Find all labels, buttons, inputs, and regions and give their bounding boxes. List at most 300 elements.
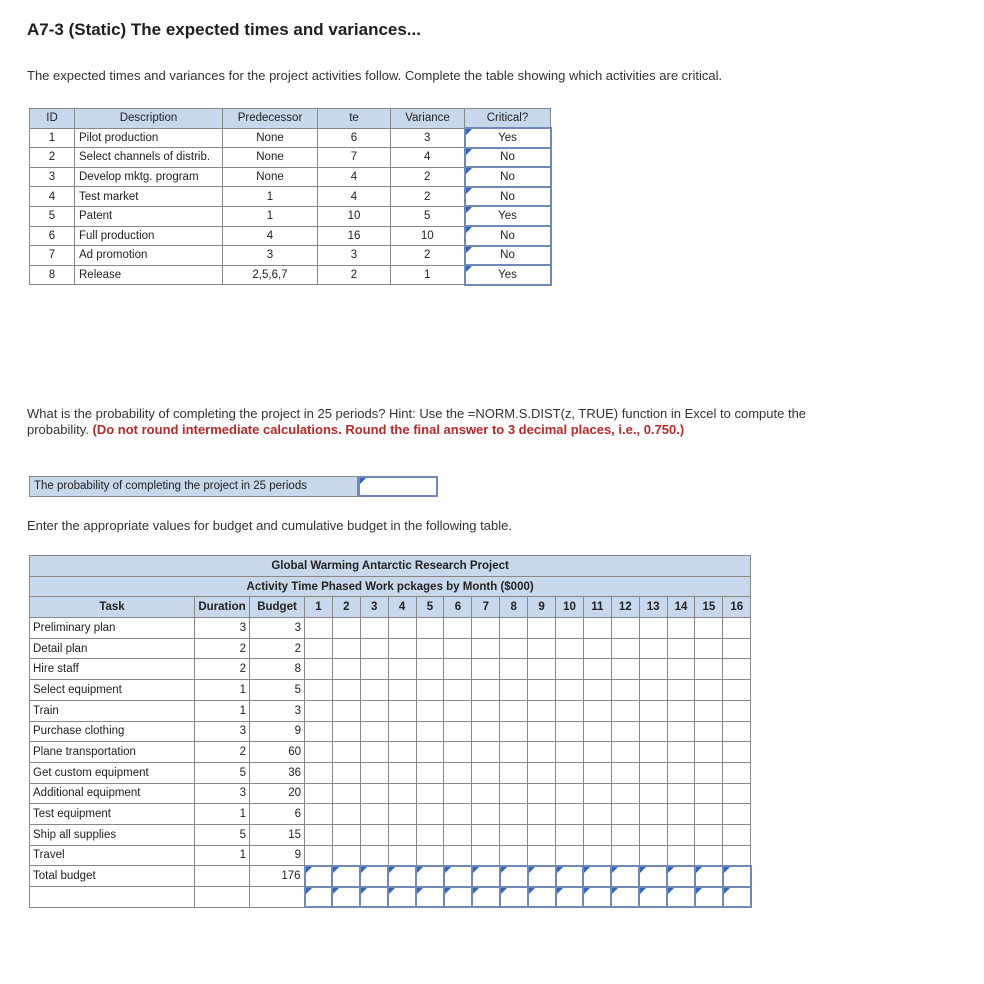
cumulative-budget-input[interactable] [472,887,500,908]
task-name: Ship all supplies [30,824,195,845]
cumulative-budget-input[interactable] [723,887,751,908]
task-budget: 9 [250,721,305,742]
activity-description: Pilot production [75,128,223,148]
task-duration: 2 [195,742,250,763]
task-duration: 1 [195,680,250,701]
month-cell [416,742,444,763]
critical-value: No [500,190,515,203]
input-marker-icon [466,188,472,194]
monthly-budget-input[interactable] [305,866,333,887]
activity-predecessor: 3 [223,246,318,266]
page-title: A7-3 (Static) The expected times and variances... [27,20,421,39]
activity-te: 10 [318,206,391,226]
month-cell [723,824,751,845]
task-duration: 3 [195,618,250,639]
month-cell [332,700,360,721]
input-marker-icon [529,867,535,873]
col-month: 8 [500,597,528,618]
col-month: 13 [639,597,667,618]
month-cell [332,845,360,866]
task-duration: 2 [195,659,250,680]
col-id: ID [30,109,75,129]
budget-row [30,721,751,742]
critical-select[interactable] [465,128,551,148]
budget-row [30,659,751,680]
task-name: Plane transportation [30,742,195,763]
monthly-budget-input[interactable] [388,866,416,887]
month-cell [583,762,611,783]
cumulative-budget-input[interactable] [695,887,723,908]
activity-id: 1 [30,128,75,148]
month-cell [667,783,695,804]
task-budget: 6 [250,804,305,825]
month-cell [667,700,695,721]
activity-variance: 5 [391,206,465,226]
month-cell [639,804,667,825]
month-cell [305,721,333,742]
budget-table [29,555,752,908]
critical-select[interactable] [465,187,551,207]
input-marker-icon [557,888,563,894]
budget-title: Global Warming Antarctic Research Project [30,556,751,577]
month-cell [360,824,388,845]
col-month: 10 [556,597,584,618]
month-cell [444,618,472,639]
month-cell [695,742,723,763]
activity-row [30,265,551,285]
task-name: Select equipment [30,680,195,701]
input-marker-icon [389,867,395,873]
input-marker-icon [529,888,535,894]
probability-input[interactable] [358,476,438,497]
month-cell [472,659,500,680]
col-critical: Critical? [465,109,551,129]
month-cell [556,638,584,659]
cumulative-budget-row [30,887,751,908]
cumulative-budget-input[interactable] [528,887,556,908]
month-cell [556,845,584,866]
month-cell [305,804,333,825]
task-name: Detail plan [30,638,195,659]
task-name: Get custom equipment [30,762,195,783]
total-budget-value: 176 [250,866,305,887]
cumulative-budget-input[interactable] [500,887,528,908]
input-marker-icon [445,888,451,894]
month-cell [723,721,751,742]
task-budget: 5 [250,680,305,701]
month-cell [556,721,584,742]
col-month: 14 [667,597,695,618]
month-cell [667,638,695,659]
budget-row [30,638,751,659]
month-cell [695,638,723,659]
input-marker-icon [466,149,472,155]
month-cell [360,783,388,804]
month-cell [416,618,444,639]
col-duration: Duration [195,597,250,618]
input-marker-icon [466,266,472,272]
input-marker-icon [612,867,618,873]
input-marker-icon [360,478,366,484]
month-cell [388,783,416,804]
month-cell [388,845,416,866]
cumulative-budget-input[interactable] [388,887,416,908]
month-cell [500,680,528,701]
task-budget: 15 [250,824,305,845]
activity-description: Release [75,265,223,285]
month-cell [639,721,667,742]
month-cell [444,680,472,701]
activity-variance: 2 [391,187,465,207]
month-cell [723,680,751,701]
col-month: 15 [695,597,723,618]
month-cell [667,804,695,825]
monthly-budget-input[interactable] [723,866,751,887]
cumulative-budget-input[interactable] [556,887,584,908]
col-month: 5 [416,597,444,618]
col-month: 3 [360,597,388,618]
month-cell [444,845,472,866]
budget-row [30,762,751,783]
activity-te: 4 [318,167,391,187]
activity-te: 3 [318,246,391,266]
month-cell [305,680,333,701]
task-name: Purchase clothing [30,721,195,742]
month-cell [472,618,500,639]
budget-row [30,700,751,721]
activity-variance: 2 [391,246,465,266]
month-cell [667,742,695,763]
month-cell [695,783,723,804]
critical-select[interactable] [465,226,551,246]
month-cell [611,804,639,825]
month-cell [695,824,723,845]
month-cell [305,824,333,845]
month-cell [667,618,695,639]
critical-select[interactable] [465,246,551,266]
input-marker-icon [724,867,730,873]
col-month: 16 [723,597,751,618]
month-cell [472,680,500,701]
input-marker-icon [306,888,312,894]
task-duration: 3 [195,721,250,742]
cumulative-label-cell [30,887,195,908]
total-budget-row [30,866,751,887]
month-cell [667,762,695,783]
activity-predecessor: None [223,148,318,168]
month-cell [611,742,639,763]
task-budget: 3 [250,618,305,639]
month-cell [500,804,528,825]
month-cell [444,659,472,680]
monthly-budget-input[interactable] [528,866,556,887]
month-cell [416,680,444,701]
cumulative-budget-input[interactable] [305,887,333,908]
month-cell [305,742,333,763]
month-cell [583,742,611,763]
monthly-budget-input[interactable] [667,866,695,887]
budget-instruction: Enter the appropriate values for budget and cumulative budget in the following table. [27,518,512,533]
month-cell [723,762,751,783]
activity-variance: 1 [391,265,465,285]
task-budget: 9 [250,845,305,866]
activity-predecessor: None [223,167,318,187]
input-marker-icon [501,867,507,873]
month-cell [472,638,500,659]
critical-select[interactable] [465,265,551,285]
activity-variance: 2 [391,167,465,187]
month-cell [583,700,611,721]
month-cell [723,804,751,825]
month-cell [695,721,723,742]
month-cell [556,762,584,783]
critical-value: No [500,229,515,242]
month-cell [360,680,388,701]
task-name: Travel [30,845,195,866]
month-cell [500,700,528,721]
input-marker-icon [473,888,479,894]
month-cell [332,824,360,845]
month-cell [611,618,639,639]
cumulative-budget-input[interactable] [639,887,667,908]
col-month: 11 [583,597,611,618]
month-cell [332,804,360,825]
month-cell [500,618,528,639]
monthly-budget-input[interactable] [444,866,472,887]
input-marker-icon [333,888,339,894]
budget-row [30,804,751,825]
month-cell [305,845,333,866]
month-cell [360,721,388,742]
monthly-budget-input[interactable] [416,866,444,887]
month-cell [360,762,388,783]
month-cell [695,804,723,825]
activity-id: 3 [30,167,75,187]
month-cell [723,618,751,639]
budget-row [30,742,751,763]
monthly-budget-input[interactable] [500,866,528,887]
month-cell [723,742,751,763]
month-cell [500,659,528,680]
month-cell [444,700,472,721]
critical-value: Yes [498,210,517,223]
month-cell [611,680,639,701]
month-cell [695,618,723,639]
month-cell [305,618,333,639]
month-cell [528,804,556,825]
month-cell [583,804,611,825]
month-cell [332,783,360,804]
critical-value: Yes [498,269,517,282]
col-task: Task [30,597,195,618]
total-duration-cell [195,866,250,887]
col-predecessor: Predecessor [223,109,318,129]
task-name: Preliminary plan [30,618,195,639]
activity-variance: 4 [391,148,465,168]
month-cell [583,659,611,680]
month-cell [611,783,639,804]
month-cell [695,845,723,866]
task-budget: 2 [250,638,305,659]
input-marker-icon [466,168,472,174]
month-cell [360,659,388,680]
month-cell [583,638,611,659]
input-marker-icon [445,867,451,873]
budget-row [30,824,751,845]
monthly-budget-input[interactable] [472,866,500,887]
month-cell [528,618,556,639]
month-cell [332,680,360,701]
month-cell [388,680,416,701]
month-cell [556,700,584,721]
input-marker-icon [306,867,312,873]
input-marker-icon [668,867,674,873]
monthly-budget-input[interactable] [639,866,667,887]
activity-te: 6 [318,128,391,148]
month-cell [556,742,584,763]
probability-label: The probability of completing the project in 25 periods [29,476,358,497]
total-budget-label: Total budget [30,866,195,887]
critical-value: No [500,171,515,184]
month-cell [305,659,333,680]
activity-id: 8 [30,265,75,285]
activity-header-row [30,109,551,129]
activity-row [30,206,551,226]
critical-value: No [500,249,515,262]
cumulative-budget-input[interactable] [611,887,639,908]
monthly-budget-input[interactable] [360,866,388,887]
col-description: Description [75,109,223,129]
month-cell [416,721,444,742]
month-cell [556,804,584,825]
col-month: 9 [528,597,556,618]
month-cell [639,845,667,866]
month-cell [667,824,695,845]
cumulative-budget-input[interactable] [667,887,695,908]
month-cell [723,700,751,721]
budget-header-row [30,597,751,618]
month-cell [472,804,500,825]
monthly-budget-input[interactable] [556,866,584,887]
task-budget: 20 [250,783,305,804]
activity-variance: 3 [391,128,465,148]
month-cell [444,804,472,825]
activity-predecessor: None [223,128,318,148]
input-marker-icon [333,867,339,873]
monthly-budget-input[interactable] [695,866,723,887]
activity-predecessor: 4 [223,226,318,246]
month-cell [695,762,723,783]
month-cell [360,638,388,659]
month-cell [528,700,556,721]
monthly-budget-input[interactable] [583,866,611,887]
task-budget: 36 [250,762,305,783]
budget-row [30,783,751,804]
month-cell [388,804,416,825]
col-month: 4 [388,597,416,618]
month-cell [528,783,556,804]
month-cell [667,680,695,701]
input-marker-icon [417,867,423,873]
month-cell [583,845,611,866]
critical-select[interactable] [465,148,551,168]
cumulative-duration-cell [195,887,250,908]
month-cell [611,845,639,866]
intro-text: The expected times and variances for the project activities follow. Complete the table showing which activities are critical. [27,68,723,83]
budget-subtitle: Activity Time Phased Work pckages by Month ($000) [30,576,751,597]
cumulative-budget-input[interactable] [444,887,472,908]
month-cell [416,762,444,783]
input-marker-icon [668,888,674,894]
input-marker-icon [584,888,590,894]
activity-predecessor: 1 [223,187,318,207]
month-cell [416,700,444,721]
task-duration: 2 [195,638,250,659]
month-cell [388,721,416,742]
input-marker-icon [640,867,646,873]
input-marker-icon [584,867,590,873]
input-marker-icon [473,867,479,873]
budget-title-row [30,556,751,577]
month-cell [583,824,611,845]
col-month: 12 [611,597,639,618]
activity-id: 5 [30,206,75,226]
month-cell [500,845,528,866]
col-month: 1 [305,597,333,618]
month-cell [528,721,556,742]
month-cell [583,721,611,742]
activity-row [30,246,551,266]
month-cell [472,845,500,866]
month-cell [472,762,500,783]
month-cell [583,680,611,701]
month-cell [556,824,584,845]
critical-select[interactable] [465,206,551,226]
activity-predecessor: 1 [223,206,318,226]
month-cell [556,783,584,804]
month-cell [500,783,528,804]
question-text [27,406,807,437]
month-cell [332,762,360,783]
monthly-budget-input[interactable] [611,866,639,887]
month-cell [416,783,444,804]
month-cell [528,638,556,659]
cumulative-budget-input[interactable] [416,887,444,908]
month-cell [444,742,472,763]
activity-te: 4 [318,187,391,207]
month-cell [416,845,444,866]
month-cell [388,762,416,783]
month-cell [639,618,667,639]
cumulative-budget-cell [250,887,305,908]
month-cell [388,700,416,721]
input-marker-icon [361,888,367,894]
monthly-budget-input[interactable] [332,866,360,887]
cumulative-budget-input[interactable] [332,887,360,908]
month-cell [500,721,528,742]
critical-select[interactable] [465,167,551,187]
task-duration: 5 [195,762,250,783]
month-cell [639,824,667,845]
task-name: Train [30,700,195,721]
month-cell [556,680,584,701]
cumulative-budget-input[interactable] [583,887,611,908]
month-cell [388,638,416,659]
month-cell [667,721,695,742]
month-cell [500,824,528,845]
cumulative-budget-input[interactable] [360,887,388,908]
month-cell [332,721,360,742]
